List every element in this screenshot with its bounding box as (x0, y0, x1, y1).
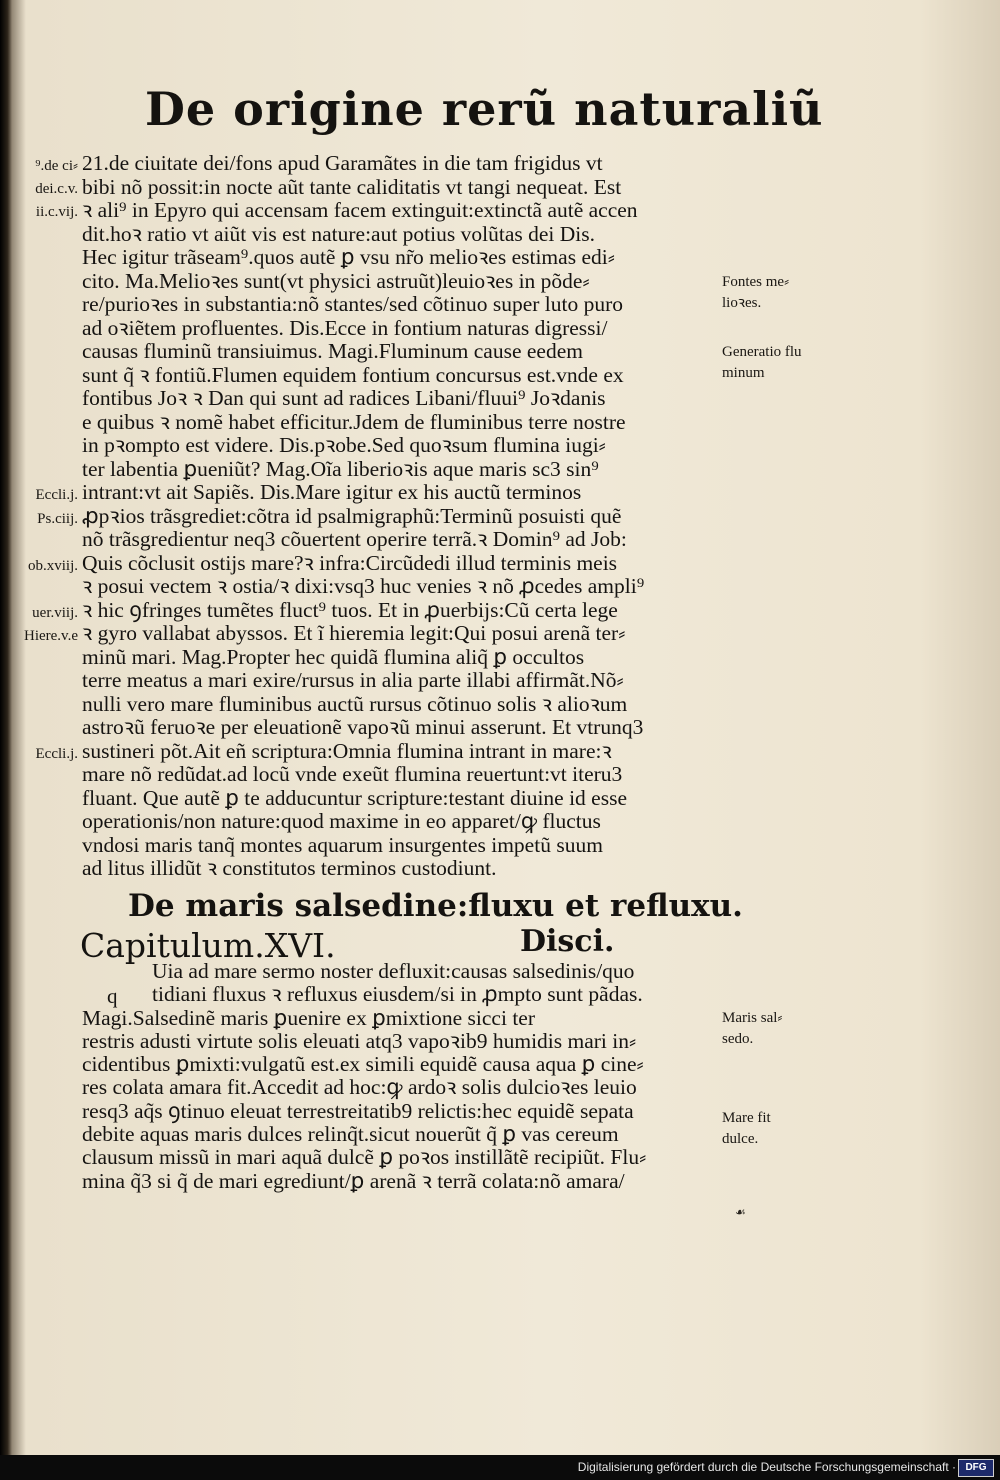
text-line: fluant. Que autẽ ꝑ te adducuntur scripture:testant diuine id esse (82, 785, 628, 810)
text-line: Hec igitur trãseam⁹.quos autẽ ꝑ vsu nr̃o melioꝛes estimas edi⸗ (82, 245, 615, 269)
text-line: 21.de ciuitate dei/fons apud Garamãtes in die tam frigidus vt (82, 151, 603, 175)
text-line: operationis/non nature:quod maxime in eo apparet/ꝙ fluctus (82, 809, 601, 833)
dfg-logo: DFG (958, 1459, 994, 1477)
text-line: astroꝛũ feruoꝛe per eleuationẽ vapoꝛũ minui asserunt. Et vtrunq3 (82, 715, 644, 739)
text-line: minũ mari. Mag.Propter hec quidã flumina aliq̃ ꝑ occultos (82, 644, 585, 669)
margin-note-left: ob.xviij. (27, 558, 78, 574)
text-line: cidentibus ꝑmixti:vulgatũ est.ex simili equidẽ causa aqua ꝑ cine⸗ (82, 1052, 644, 1077)
margin-note-right-generatio: Generatio flu minum (722, 344, 802, 381)
text-line: e quibus ꝛ nomẽ habet efficitur.Jdem de fluminibus terre nostre (82, 409, 626, 434)
text-line: Quis cõclusit ostijs mare?ꝛ infra:Circũdedi illud terminis meis (82, 550, 618, 575)
chapter-title: De maris salsedine:fluxu et refluxu. (128, 888, 743, 924)
text-line: re/purioꝛes in substantia:nõ stantes/sed cõtinuo super luto puro (82, 292, 624, 316)
text-line: bibi nõ possit:in nocte aũt tante caliditatis vt tangi nequeat. Est (82, 174, 622, 199)
chapter-number: Capitulum.XVI. (80, 926, 336, 965)
main-text-block (82, 152, 722, 881)
ornament-mark: ☙ (735, 1205, 746, 1219)
text-line: nulli vero mare fluminibus auctũ rursus cõtinuo solis ꝛ alioꝛum (82, 691, 628, 716)
text-line: nõ trãsgredientur neq3 cõuertent operire terrã.ꝛ Domin⁹ ad Job: (82, 527, 627, 551)
margin-note-left: Eccli.j. (35, 487, 78, 503)
text-line: clausum missũ in mari aquã dulcẽ ꝑ poꝛos instillãtẽ recipiũt. Flu⸗ (82, 1145, 647, 1170)
text-line: vndosi maris tanq̃ montes aquarum insurgentes impetũ suum (82, 832, 603, 857)
margin-note-left: dei.c.v. (35, 181, 78, 197)
margin-note-left: Ps.ciij. (37, 511, 78, 527)
margin-note-right-fontes: Fontes me⸗ lioꝛes. (722, 274, 790, 311)
text-line: ꝛ hic ꝯfringes tumẽtes fluct⁹ tuos. Et in ꝓuerbijs:Cũ certa lege (82, 597, 618, 622)
text-line: in pꝛompto est videre. Dis.pꝛobe.Sed quoꝛsum flumina iugi⸗ (82, 433, 606, 457)
running-head: De origine rerũ naturaliũ (145, 82, 824, 136)
text-line: fontibus Joꝛ ꝛ Dan qui sunt ad radices Libani/fluui⁹ Joꝛdanis (82, 386, 606, 410)
margin-note-right-mare-fit: Mare fit dulce. (722, 1110, 771, 1147)
funding-credit: Digitalisierung gefördert durch die Deutsche Forschungsgemeinschaft · (577, 1460, 956, 1474)
text-line: resq3 aq̃s ꝯtinuo eleuat terrestreitatib9 relictis:hec equidẽ sepata (82, 1098, 634, 1123)
text-line: Magi.Salsedinẽ maris ꝑuenire ex ꝑmixtione sicci ter (82, 1005, 535, 1030)
text-line: ꝛ posui vectem ꝛ ostia/ꝛ dixi:vsq3 huc venies ꝛ nõ ꝓcedes ampli⁹ (82, 574, 645, 598)
margin-note-left: ⁹.de ci⸗ (35, 158, 78, 174)
margin-note-left: Eccli.j. (35, 746, 78, 762)
text-line: mare nõ redũdat.ad locũ vnde exeũt flumina reuertunt:vt iteru3 (82, 762, 623, 786)
text-line: ad litus illidũt ꝛ constitutos terminos custodiunt. (82, 856, 497, 880)
text-line: ad oꝛiẽtem profluentes. Dis.Ecce in fontium naturas digressi/ (82, 315, 608, 340)
text-line: tidiani fluxus ꝛ refluxus eiusdem/si in ꝓmpto sunt pãdas. (152, 982, 643, 1007)
text-line: terre meatus a mari exire/rursus in alia parte illabi affirmãt.Nõ⸗ (82, 668, 624, 692)
margin-note-right-maris: Maris sal⸗ sedo. (722, 1010, 783, 1047)
margin-note-left: uer.viij. (32, 605, 78, 621)
text-line: mina q̃3 si q̃ de mari egrediunt/ꝑ arenã ꝛ terrã colata:nõ amara/ (82, 1168, 625, 1193)
text-line: res colata amara fit.Accedit ad hoc:ꝙ ardoꝛ solis dulcioꝛes leuio (82, 1075, 637, 1100)
text-line: restris adusti virtute solis eleuati atq3 vapoꝛib9 humidis mari in⸗ (82, 1028, 637, 1053)
text-line: sunt q̃ ꝛ fontiũ.Flumen equidem fontium concursus est.vnde ex (82, 362, 624, 387)
initial-guide-letter: q (107, 984, 118, 1008)
margin-note-left: Hiere.v.e (24, 628, 78, 644)
text-line: ꝓpꝛios trãsgrediet:cõtra id psalmigraphũ:Terminũ posuisti quẽ (82, 503, 622, 528)
text-line: ꝛ gyro vallabat abyssos. Et ĩ hieremia legit:Qui posui arenã ter⸗ (82, 621, 626, 645)
text-line: Uia ad mare sermo noster defluxit:causas salsedinis/quo (152, 959, 635, 983)
margin-note-left: ii.c.vij. (35, 204, 78, 220)
text-line: cito. Ma.Melioꝛes sunt(vt physici astruũt)leuioꝛes in põde⸗ (82, 268, 590, 293)
footer-bar (0, 1455, 1000, 1480)
text-line: dit.hoꝛ ratio vt aiũt vis est nature:aut potius volũtas dei Dis. (82, 221, 595, 246)
text-line: ter labentia ꝑueniũt? Mag.Oĩa liberioꝛis aque maris sc3 sin⁹ (82, 456, 599, 481)
text-line: causas fluminũ transiuimus. Magi.Fluminum cause eedem (82, 339, 583, 363)
text-line: debite aquas maris dulces relinq̃t.sicut nouerũt q̃ ꝑ vas cereum (82, 1122, 619, 1147)
chapter-text-block (82, 959, 727, 1193)
text-line: intrant:vt ait Sapiẽs. Dis.Mare igitur ex his auctũ terminos (82, 480, 582, 504)
speaker-label: Disci. (520, 924, 615, 959)
text-line: sustineri põt.Ait eñ scriptura:Omnia flumina intrant in mare:ꝛ (82, 738, 612, 763)
text-line: ꝛ ali⁹ in Epyro qui accensam facem extinguit:extinctã autẽ accen (82, 198, 638, 222)
